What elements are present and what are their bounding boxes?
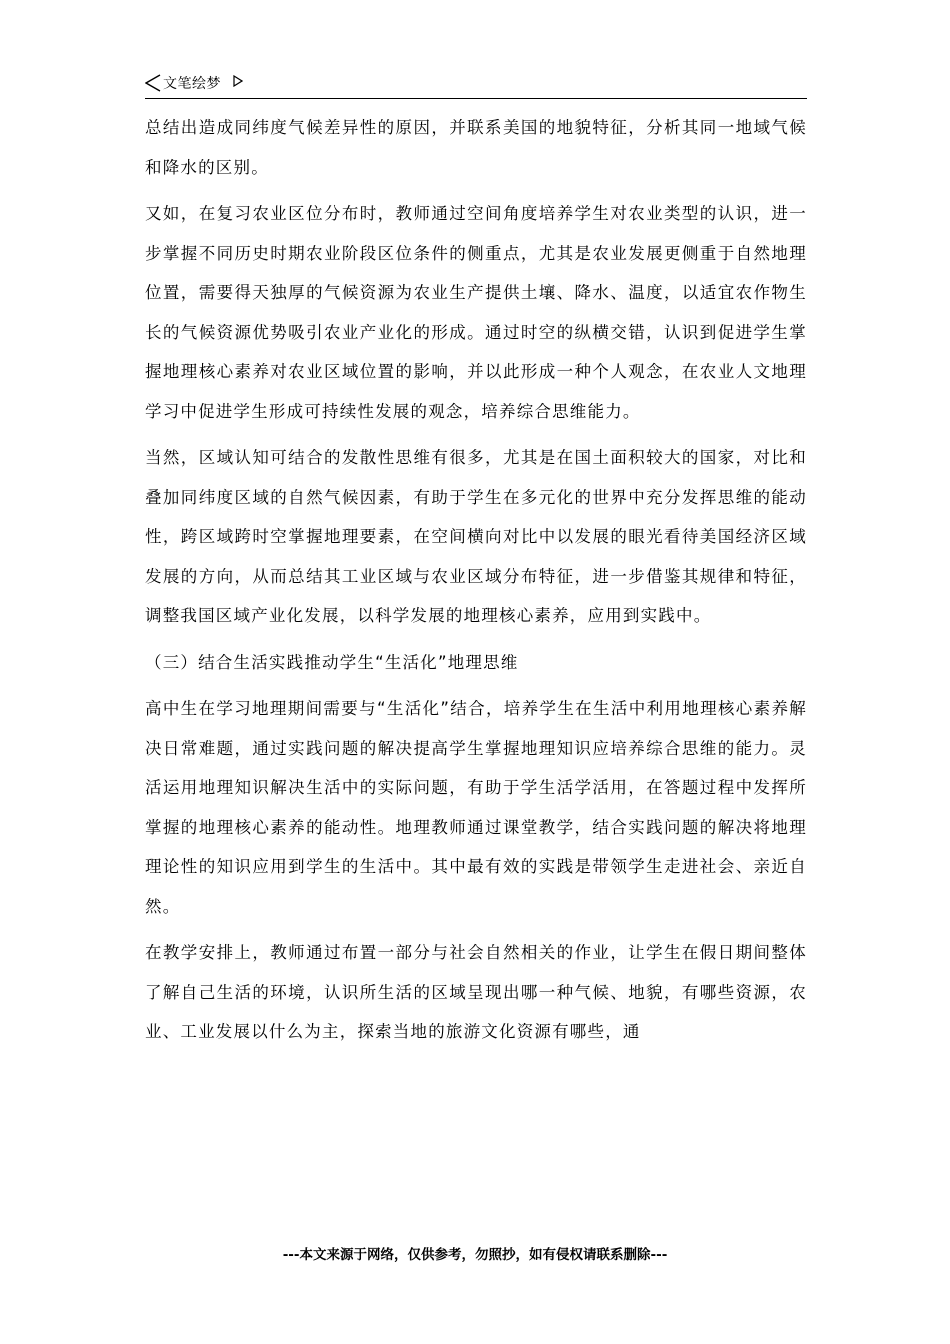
page-footer-disclaimer: ---本文来源于网络，仅供参考，勿照抄，如有侵权请联系删除---	[282, 1247, 668, 1263]
paragraph-4: 高中生在学习地理期间需要与“生活化”结合，培养学生在生活中利用地理核心素养解决日常难题，通过实践问题的解决提高学生掌握地理知识应培养综合思维的能力。灵活运用地理知识解决生活中的实际问题，有助于学生活学活用，在答题过程中发挥所掌握的地理核心素养的能动性。地理教师通过课堂教学，结合实践问题的解决将地理理论性的知识应用到学生的生活中。其中最有效的实践是带领学生走进社会、亲近自然。	[145, 699, 807, 916]
paragraph-1: 总结出造成同纬度气候差异性的原因，并联系美国的地貌特征，分析其同一地域气候和降水的区别。	[145, 118, 807, 177]
header-title: 文笔绘梦	[163, 76, 221, 92]
left-triangle-icon	[145, 74, 161, 92]
document-body	[145, 108, 807, 1059]
page-header	[145, 72, 807, 99]
paragraph-2: 又如，在复习农业区位分布时，教师通过空间角度培养学生对农业类型的认识，进一步掌握不同历史时期农业阶段区位条件的侧重点，尤其是农业发展更侧重于自然地理位置，需要得天独厚的气候资源为农业生产提供土壤、降水、温度，以适宜农作物生长的气候资源优势吸引农业产业化的形成。通过时空的纵横交错，认识到促进学生掌握地理核心素养对农业区域位置的影响，并以此形成一种个人观念，在农业人文地理学习中促进学生形成可持续性发展的观念，培养综合思维能力。	[145, 204, 807, 421]
right-triangle-icon	[233, 75, 243, 87]
section-heading: （三）结合生活实践推动学生“生活化”地理思维	[145, 652, 519, 672]
paragraph-5: 在教学安排上，教师通过布置一部分与社会自然相关的作业，让学生在假日期间整体了解自己生活的环境，认识所生活的区域呈现出哪一种气候、地貌，有哪些资源，农业、工业发展以什么为主，探索当地的旅游文化资源有哪些，通	[145, 943, 807, 1041]
paragraph-3: 当然，区域认知可结合的发散性思维有很多，尤其是在国土面积较大的国家，对比和叠加同纬度区域的自然气候因素，有助于学生在多元化的世界中充分发挥思维的能动性，跨区域跨时空掌握地理要素，在空间横向对比中以发展的眼光看待美国经济区域发展的方向，从而总结其工业区域与农业区域分布特征，进一步借鉴其规律和特征，调整我国区域产业化发展，以科学发展的地理核心素养，应用到实践中。	[145, 448, 807, 625]
